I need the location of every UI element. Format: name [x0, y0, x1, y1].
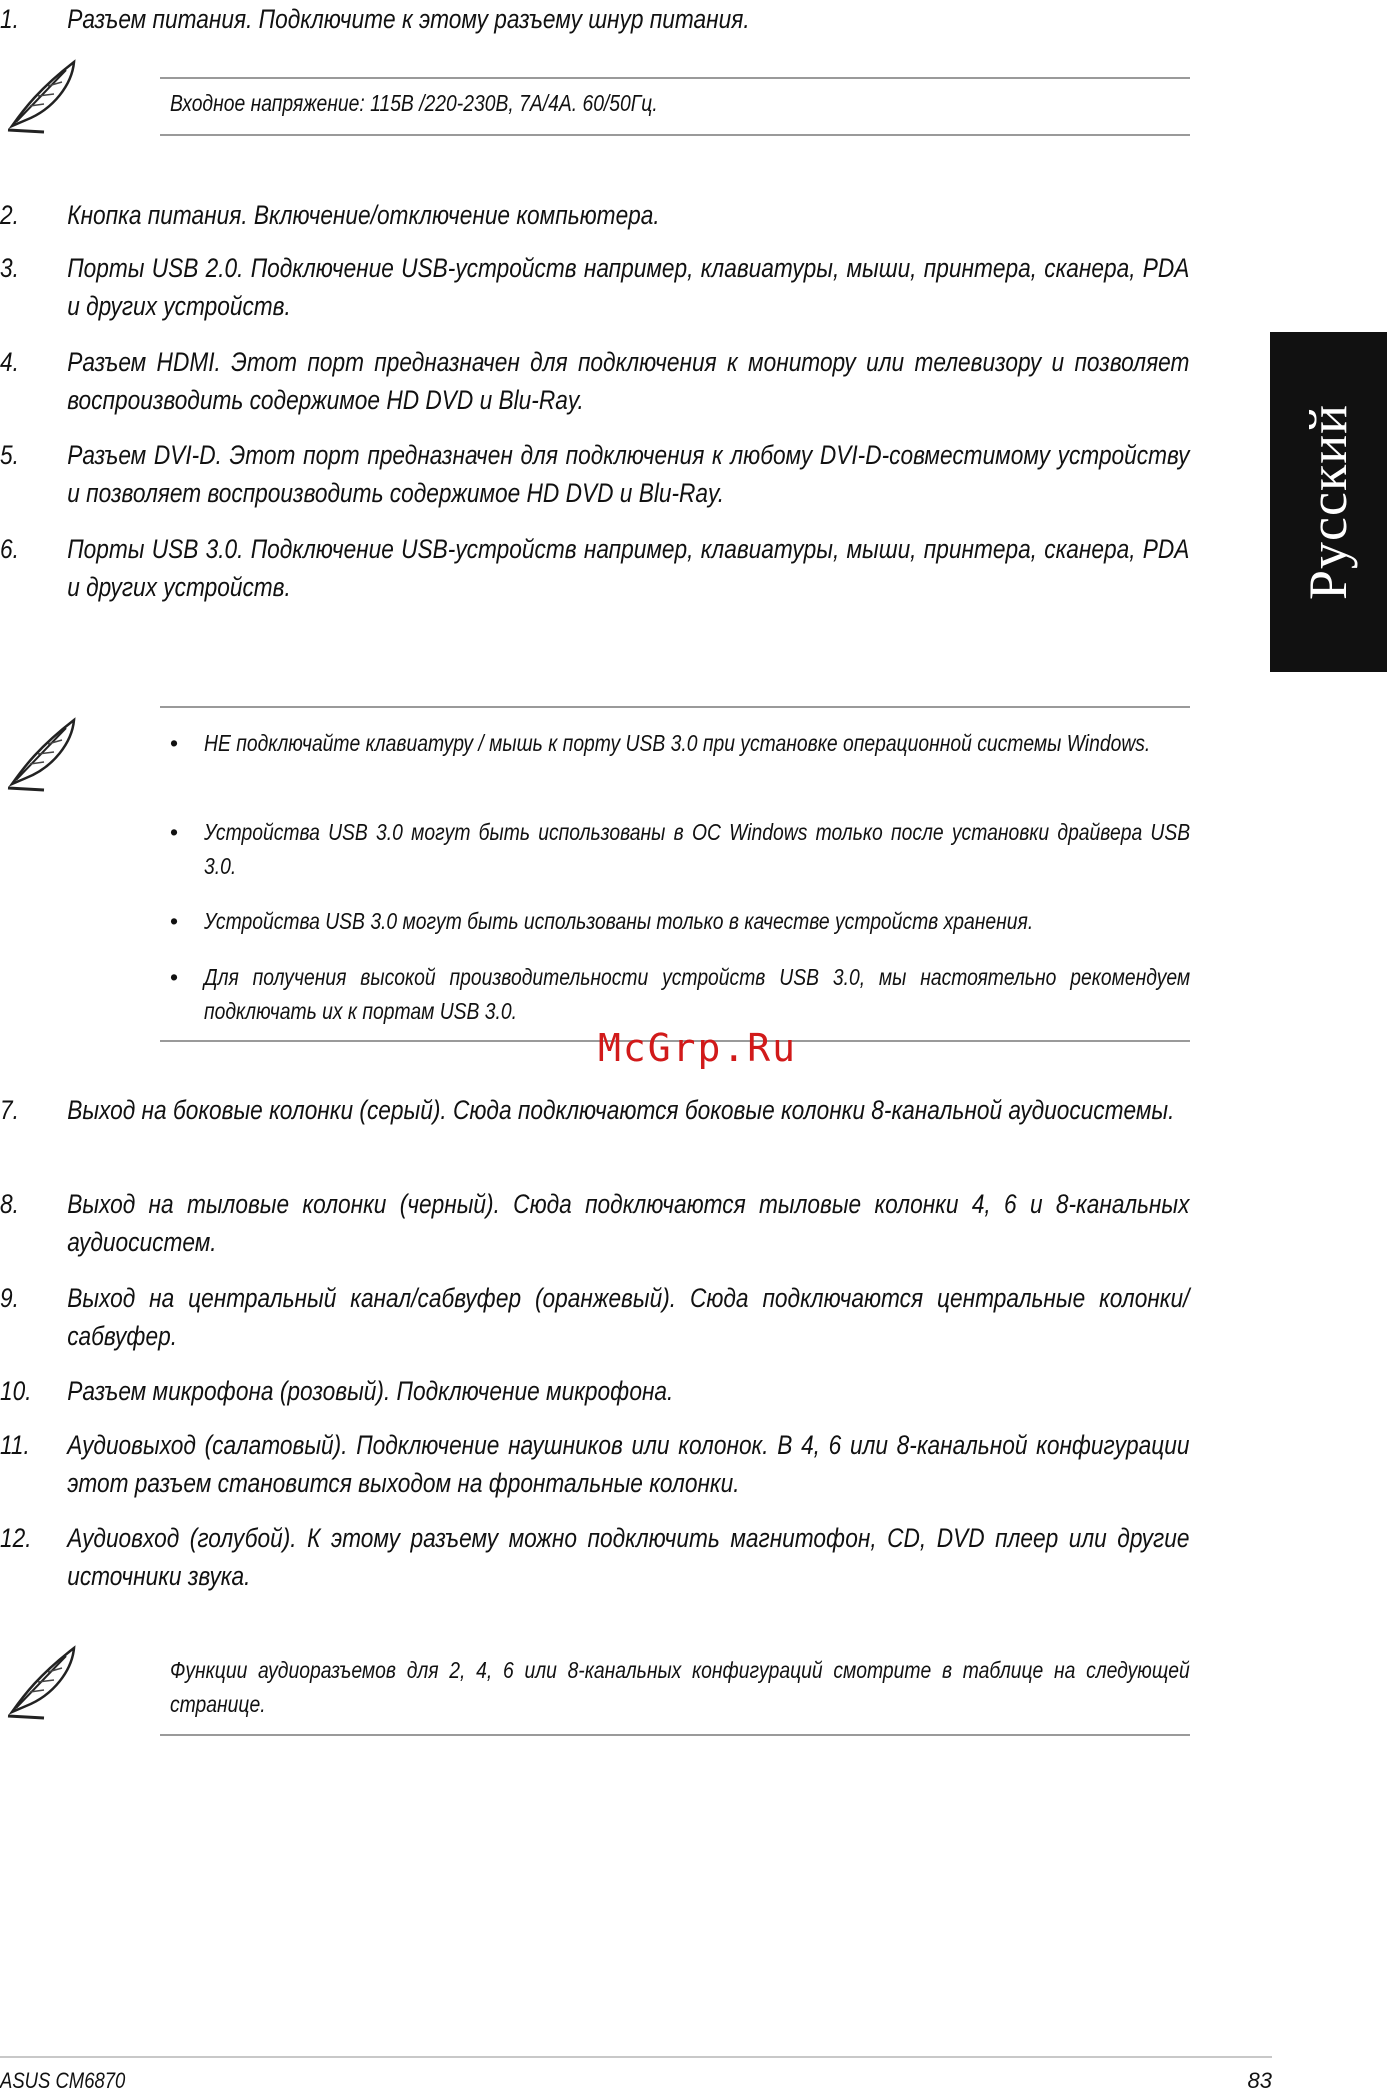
item-number: 8. [0, 1189, 19, 1219]
note-bullet [170, 815, 1190, 883]
item-number: 9. [0, 1283, 19, 1313]
list-item [0, 1185, 1190, 1261]
bullet-dot: • [170, 819, 179, 845]
footer-product: ASUS CM6870 [0, 2068, 126, 2093]
note-voltage-text: Входное напряжение: 115В /220-230В, 7А/4А. 60/50Гц. [170, 90, 658, 116]
feather-pen-icon [4, 54, 84, 134]
item-number: 2. [0, 200, 19, 230]
language-label: Русский [1298, 404, 1358, 600]
item-text: Аудиовыход (салатовый). Подключение наушников или колонок. В 4, 6 или 8-канальной конфигурации этот разъем становится выходом на фронтальные колонки. [67, 1430, 1190, 1498]
note-audio-config [170, 1653, 1190, 1721]
item-text: Разъем питания. Подключите к этому разъему шнур питания. [67, 4, 750, 34]
list-item [0, 1279, 1190, 1355]
watermark: McGrp.Ru [598, 1026, 798, 1070]
note-bottom-rule [160, 1734, 1190, 1736]
item-number: 3. [0, 253, 19, 283]
list-item [0, 436, 1190, 512]
list-item [0, 249, 1190, 325]
item-number: 4. [0, 347, 19, 377]
bullet-dot: • [170, 964, 179, 990]
item-number: 11. [0, 1430, 30, 1460]
item-text: Выход на тыловые колонки (черный). Сюда подключаются тыловые колонки 4, 6 и 8-канальных аудиосистем. [67, 1189, 1190, 1257]
note-bullet [170, 904, 1190, 938]
bullet-dot: • [170, 908, 179, 934]
list-item [0, 1426, 1190, 1502]
item-text: Разъем HDMI. Этот порт предназначен для подключения к монитору или телевизору и позволяет воспроизводить содержимое HD DVD и Blu-Ray. [67, 347, 1190, 415]
item-text: Выход на боковые колонки (серый). Сюда подключаются боковые колонки 8-канальной аудиосистемы. [67, 1095, 1175, 1125]
item-number: 5. [0, 440, 19, 470]
note-audio-config-text: Функции аудиоразъемов для 2, 4, 6 или 8-канальных конфигураций смотрите в таблице на следующей странице. [170, 1657, 1190, 1717]
bullet-text: Устройства USB 3.0 могут быть использованы в ОС Windows только после установки драйвера USB 3.0. [204, 819, 1191, 879]
list-item [0, 1091, 1175, 1129]
list-item [0, 530, 1190, 606]
bullet-text: Устройства USB 3.0 могут быть использованы только в качестве устройств хранения. [204, 908, 1034, 934]
bullet-dot: • [170, 730, 179, 756]
footer-rule [0, 2056, 1272, 2058]
bullet-text: Для получения высокой производительности устройств USB 3.0, мы настоятельно рекомендуем подключать их к портам USB 3.0. [204, 964, 1191, 1024]
note-bottom-rule [160, 134, 1190, 136]
note-top-rule [160, 706, 1190, 708]
item-number: 6. [0, 534, 19, 564]
item-text: Аудиовход (голубой). К этому разъему можно подключить магнитофон, CD, DVD плеер или другие источники звука. [67, 1523, 1190, 1591]
item-text: Разъем DVI-D. Этот порт предназначен для подключения к любому DVI-D-совместимому устройству и позволяет воспроизводить содержимое HD DVD и Blu-Ray. [67, 440, 1190, 508]
list-item [0, 343, 1190, 419]
language-side-tab [1270, 332, 1387, 672]
item-number: 1. [0, 4, 19, 34]
bullet-text: НЕ подключайте клавиатуру / мышь к порту USB 3.0 при установке операционной системы Windows. [204, 730, 1151, 756]
list-item [0, 196, 1000, 234]
feather-pen-icon [4, 1640, 84, 1720]
list-item [0, 0, 1000, 38]
item-number: 12. [0, 1523, 32, 1553]
note-bullet [170, 726, 1190, 760]
list-item [0, 1519, 1190, 1595]
item-text: Выход на центральный канал/сабвуфер (оранжевый). Сюда подключаются центральные колонки/сабвуфер. [67, 1283, 1190, 1351]
list-item [0, 1372, 1000, 1410]
item-text: Порты USB 3.0. Подключение USB-устройств например, клавиатуры, мыши, принтера, сканера, PDA и других устройств. [67, 534, 1190, 602]
item-text: Кнопка питания. Включение/отключение компьютера. [67, 200, 660, 230]
note-voltage [170, 86, 1190, 120]
item-text: Порты USB 2.0. Подключение USB-устройств например, клавиатуры, мыши, принтера, сканера, PDA и других устройств. [67, 253, 1190, 321]
feather-pen-icon [4, 712, 84, 792]
note-bullet [170, 960, 1190, 1028]
item-number: 7. [0, 1095, 19, 1125]
page-number: 83 [1247, 2068, 1272, 2093]
item-number: 10. [0, 1376, 32, 1406]
item-text: Разъем микрофона (розовый). Подключение микрофона. [67, 1376, 674, 1406]
note-top-rule [160, 77, 1190, 79]
